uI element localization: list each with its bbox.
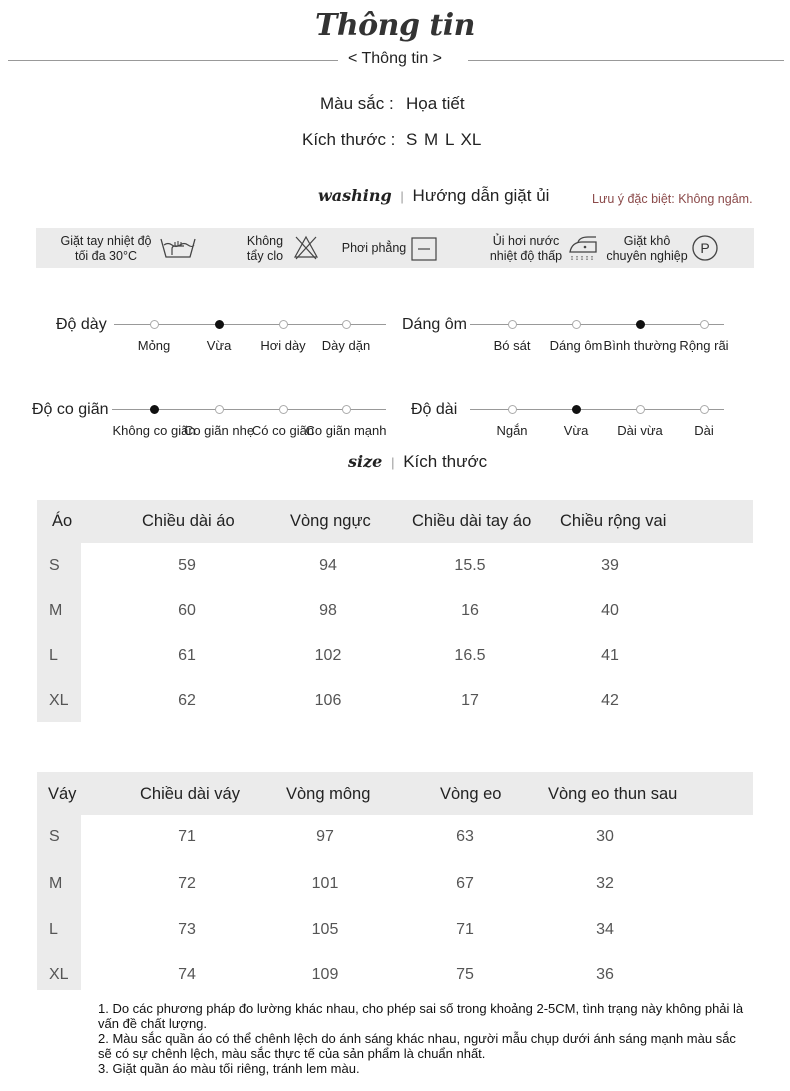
top-table-value-cell: 42 [601,692,619,709]
stretch-dot-selected [150,405,159,414]
skirt-table-header-cell: Vòng eo [440,785,502,803]
skirt-table-value-cell: 63 [456,828,474,845]
top-table-value-cell: 98 [319,602,337,619]
skirt-table-value-cell: 73 [178,921,196,938]
stretch-dot [342,405,351,414]
skirt-table-header-cell: Vòng eo thun sau [548,785,678,803]
top-table-value-cell: 61 [178,647,196,664]
page-title: Thông tin [315,8,475,43]
skirt-table-value-cell: 97 [316,828,334,845]
color-value: Họa tiết [406,94,465,113]
note-2: 2. Màu sắc quần áo có thể chênh lệch do ánh sáng khác nhau, người mẫu chụp dưới ánh sáng mạnh màu sắc sẽ có sự chênh lệch, màu sắc thực tế của sản phẩm là chuẩn nhất. [98,1031,736,1061]
top-table-value-cell: 39 [601,557,619,574]
top-table-value-cell: 94 [319,557,337,574]
skirt-table-value-cell: 75 [456,966,474,983]
care-item-hand-wash: Giặt tay nhiệt độ tối đa 30°C [60,234,152,263]
stretch-tick-label: Co giãn mạnh [305,423,387,438]
fit-tick-label: Bình thường [603,338,677,353]
fit-dot [700,320,709,329]
top-table-value-cell: 62 [178,692,196,709]
skirt-table-value-cell: 36 [596,966,614,983]
length-dot-selected [572,405,581,414]
care-item-steam-iron: Ủi hơi nước nhiệt độ thấp [489,234,563,263]
length-label: Độ dài [411,401,458,418]
thickness-dot [150,320,159,329]
page-subtitle: < Thông tin > [348,50,442,67]
iron-icon [566,234,600,262]
washing-heading [318,186,549,206]
skirt-table-value-cell: 32 [596,875,614,892]
skirt-table-size-cell: M [49,875,63,892]
thickness-tick-label: Vừa [206,338,232,353]
length-tick-label: Vừa [563,423,589,438]
no-bleach-icon [292,234,320,260]
stretch-label: Độ co giãn [32,401,109,418]
top-table-header-cell: Chiều rộng vai [560,512,667,530]
thickness-tick-label: Hơi dày [260,338,306,353]
top-table-size-cell: L [49,647,58,664]
size-heading [348,452,487,472]
top-table-header-cell: Chiều dài áo [142,512,235,530]
top-table-size-cell: XL [49,692,69,709]
note-1: 1. Do các phương pháp đo lường khác nhau, cho phép sai số trong khoảng 2-5CM, tình trạng này không phải là vấn đề chất lượng. [98,1001,744,1031]
fit-tick-label: Bó sát [493,338,531,353]
thickness-dot-selected [215,320,224,329]
stretch-dot [215,405,224,414]
fit-label: Dáng ôm [402,316,467,333]
thickness-dot [342,320,351,329]
fit-dot [508,320,517,329]
top-table-value-cell: 15.5 [454,557,486,574]
washing-label: Hướng dẫn giặt ủi [412,186,550,205]
top-table-value-cell: 59 [178,557,196,574]
care-item-no-bleach: Không tẩy clo [246,234,284,263]
skirt-table-value-cell: 34 [596,921,614,938]
skirt-table-value-cell: 101 [311,875,339,892]
top-table-value-cell: 17 [461,692,479,709]
top-table-value-cell: 102 [314,647,342,664]
fit-dot-selected [636,320,645,329]
skirt-table-value-cell: 71 [178,828,196,845]
skirt-table-value-cell: 71 [456,921,474,938]
washing-separator: | [400,189,404,204]
size-word: size [348,452,383,471]
care-item-dry-flat: Phơi phẳng [341,241,407,255]
thickness-dot [279,320,288,329]
skirt-table-size-cell: L [49,921,58,938]
stretch-dot [279,405,288,414]
skirt-table-size-cell: XL [49,966,69,983]
thickness-tick-label: Mỏng [137,338,171,353]
top-table-value-cell: 16.5 [454,647,486,664]
skirt-table-value-cell: 109 [311,966,339,983]
stretch-tick-label: Co giãn nhẹ [183,423,255,438]
skirt-table-value-cell: 30 [596,828,614,845]
top-table-value-cell: 106 [314,692,342,709]
dry-flat-icon [410,236,438,262]
skirt-table-header-cell: Váy [48,785,77,803]
svg-text:P: P [700,240,710,256]
skirt-table-value-cell: 72 [178,875,196,892]
length-tick-label: Dài [694,423,714,438]
note-3: 3. Giặt quần áo màu tối riêng, tránh lem màu. [98,1061,360,1076]
fit-tick-label: Rộng rãi [679,338,729,353]
skirt-table-size-cell: S [49,828,60,845]
dry-clean-icon [690,234,720,262]
fit-tick-label: Dáng ôm [549,338,603,353]
skirt-table-header-cell: Vòng mông [286,785,371,803]
stretch-tick-label: Không co giãn [112,423,196,438]
size-separator: | [391,455,395,470]
thickness-tick-label: Dày dặn [321,338,371,353]
top-table-value-cell: 16 [461,602,479,619]
thickness-label: Độ dày [56,316,107,333]
size-section-label: Kích thước [403,452,488,471]
length-dot [508,405,517,414]
top-table-header-cell: Áo [52,512,73,530]
size-label: Kích thước : [302,130,396,149]
length-dot [636,405,645,414]
length-tick-label: Ngắn [496,423,528,438]
skirt-table-value-cell: 67 [456,875,474,892]
length-tick-label: Dài vừa [617,423,663,438]
washing-word: washing [318,186,392,205]
fit-dot [572,320,581,329]
length-dot [700,405,709,414]
top-table-header-cell: Chiều dài tay áo [412,512,532,530]
stretch-tick-label: Có co giãn [251,423,315,438]
top-table-value-cell: 41 [601,647,619,664]
size-value: S M L XL [406,130,482,149]
special-note: Lưu ý đặc biệt: Không ngâm. [592,192,753,206]
top-table-size-cell: S [49,557,60,574]
top-table-value-cell: 60 [178,602,196,619]
top-table-size-cell: M [49,602,63,619]
skirt-table-value-cell: 105 [311,921,339,938]
color-label: Màu sắc : [320,94,394,113]
skirt-table-value-cell: 74 [178,966,196,983]
care-item-dry-clean: Giặt khô chuyên nghiệp [606,234,688,263]
notes [98,1001,748,1076]
top-table-header-cell: Vòng ngực [290,512,371,530]
top-table-value-cell: 40 [601,602,619,619]
hand-wash-icon [158,233,198,261]
skirt-table-header-cell: Chiều dài váy [140,785,240,803]
